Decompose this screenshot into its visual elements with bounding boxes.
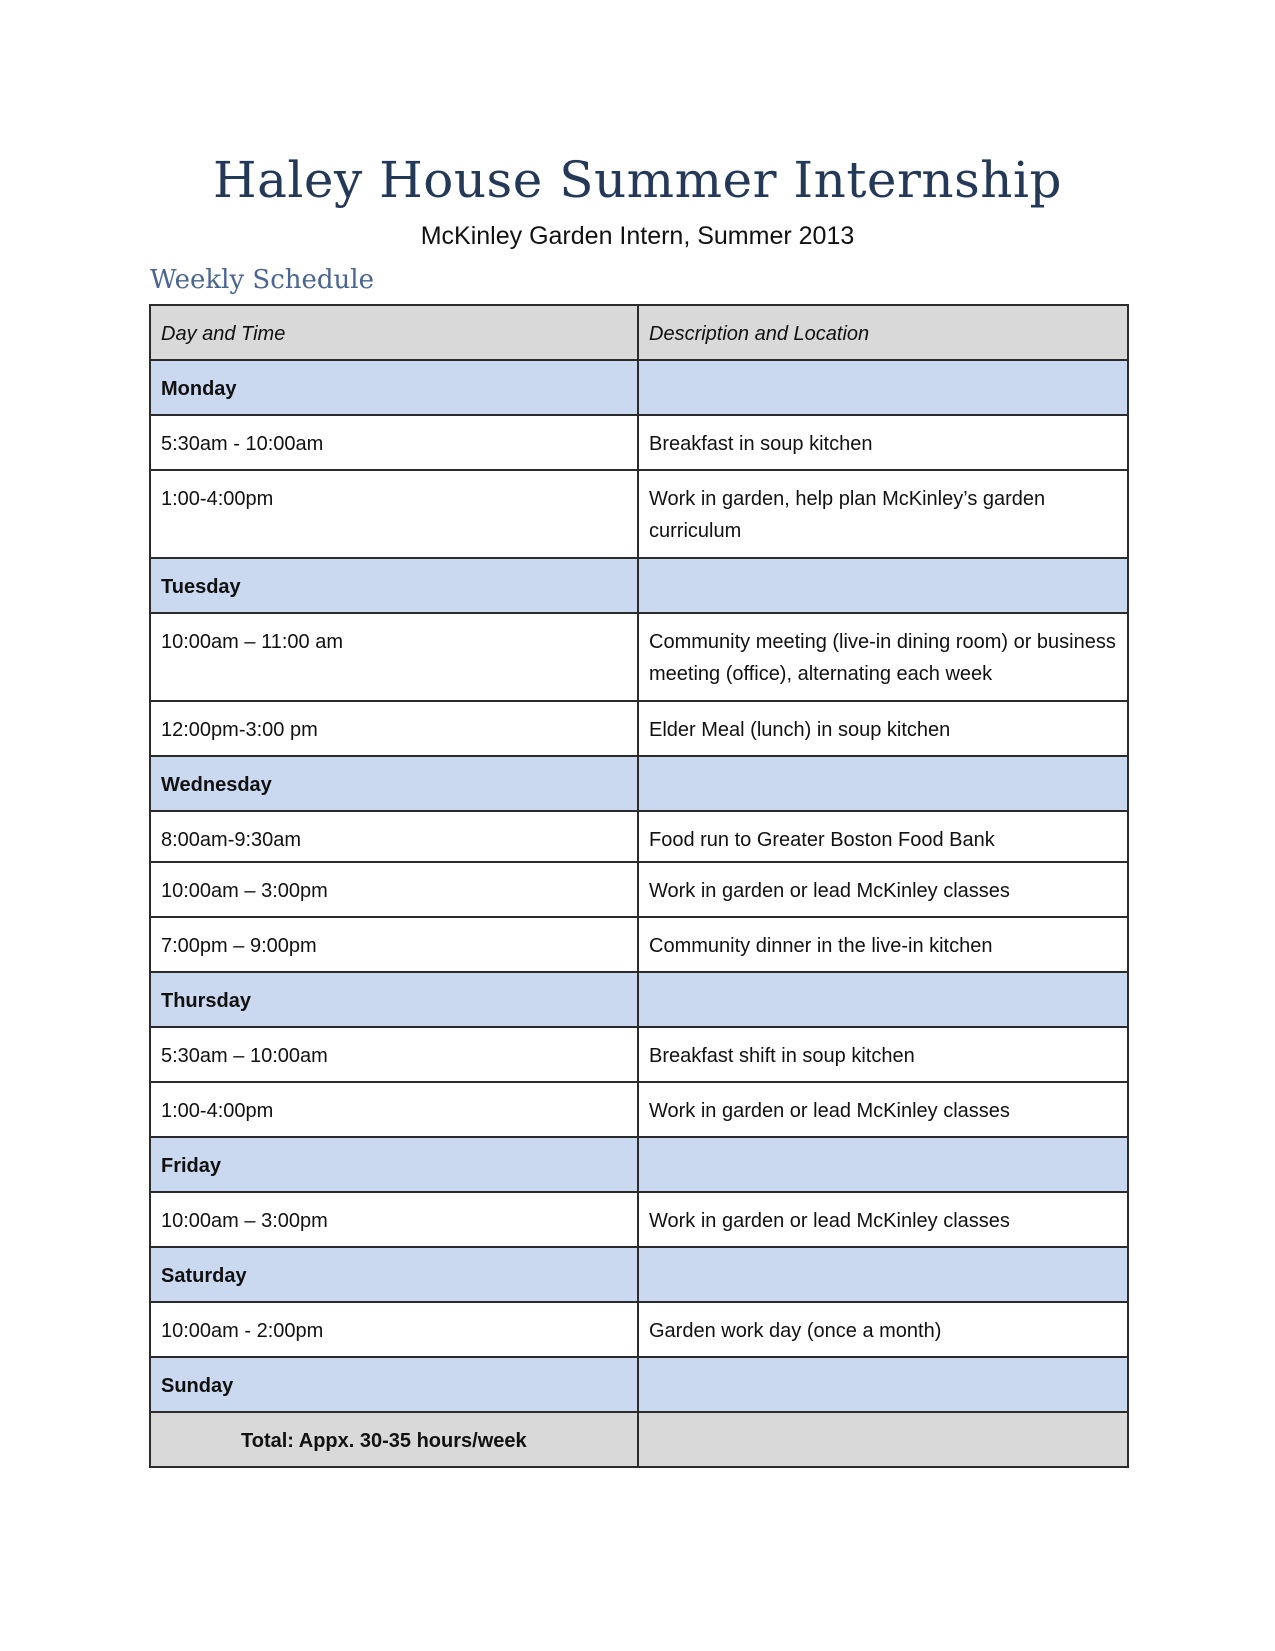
day-row-tuesday — [150, 558, 1128, 613]
time-cell: 8:00am-9:30am — [150, 811, 638, 862]
time-cell: 10:00am - 2:00pm — [150, 1302, 638, 1357]
time-cell: 5:30am - 10:00am — [150, 415, 638, 470]
column-header-description: Description and Location — [638, 305, 1128, 360]
time-cell: 10:00am – 3:00pm — [150, 862, 638, 917]
day-row-saturday — [150, 1247, 1128, 1302]
day-row-monday — [150, 360, 1128, 415]
time-cell: 10:00am – 11:00 am — [150, 613, 638, 701]
day-label: Wednesday — [150, 756, 638, 811]
total-empty-cell — [638, 1412, 1128, 1467]
time-cell: 10:00am – 3:00pm — [150, 1192, 638, 1247]
day-empty-cell — [638, 360, 1128, 415]
table-row — [150, 470, 1128, 558]
time-cell: 12:00pm-3:00 pm — [150, 701, 638, 756]
day-label: Monday — [150, 360, 638, 415]
table-row — [150, 1082, 1128, 1137]
table-row — [150, 1192, 1128, 1247]
table-row — [150, 415, 1128, 470]
time-cell: 7:00pm – 9:00pm — [150, 917, 638, 972]
schedule-table — [149, 304, 1129, 1468]
day-empty-cell — [638, 1247, 1128, 1302]
table-row — [150, 862, 1128, 917]
description-cell: Community meeting (live-in dining room) or business meeting (office), alternating each week — [638, 613, 1128, 701]
table-row — [150, 701, 1128, 756]
description-cell: Work in garden or lead McKinley classes — [638, 1192, 1128, 1247]
day-row-sunday — [150, 1357, 1128, 1412]
day-row-wednesday — [150, 756, 1128, 811]
day-label: Sunday — [150, 1357, 638, 1412]
description-cell: Community dinner in the live-in kitchen — [638, 917, 1128, 972]
table-row — [150, 917, 1128, 972]
table-row — [150, 811, 1128, 862]
time-cell: 1:00-4:00pm — [150, 1082, 638, 1137]
total-hours-label: Total: Appx. 30-35 hours/week — [150, 1412, 638, 1467]
day-row-thursday — [150, 972, 1128, 1027]
time-cell: 5:30am – 10:00am — [150, 1027, 638, 1082]
day-label: Saturday — [150, 1247, 638, 1302]
table-header-row — [150, 305, 1128, 360]
column-header-day-time: Day and Time — [150, 305, 638, 360]
description-cell: Work in garden or lead McKinley classes — [638, 862, 1128, 917]
day-empty-cell — [638, 756, 1128, 811]
table-row — [150, 1027, 1128, 1082]
day-row-friday — [150, 1137, 1128, 1192]
description-cell: Work in garden, help plan McKinley’s garden curriculum — [638, 470, 1128, 558]
description-cell: Breakfast in soup kitchen — [638, 415, 1128, 470]
section-heading: Weekly Schedule — [150, 265, 374, 295]
page-title: Haley House Summer Internship — [213, 151, 1062, 209]
day-empty-cell — [638, 1137, 1128, 1192]
description-cell: Garden work day (once a month) — [638, 1302, 1128, 1357]
time-cell: 1:00-4:00pm — [150, 470, 638, 558]
day-empty-cell — [638, 558, 1128, 613]
page-subtitle: McKinley Garden Intern, Summer 2013 — [420, 222, 855, 250]
day-empty-cell — [638, 1357, 1128, 1412]
day-empty-cell — [638, 972, 1128, 1027]
table-row — [150, 613, 1128, 701]
table-row — [150, 1302, 1128, 1357]
day-label: Tuesday — [150, 558, 638, 613]
description-cell: Elder Meal (lunch) in soup kitchen — [638, 701, 1128, 756]
description-cell: Work in garden or lead McKinley classes — [638, 1082, 1128, 1137]
description-cell: Food run to Greater Boston Food Bank — [638, 811, 1128, 862]
day-label: Friday — [150, 1137, 638, 1192]
total-row — [150, 1412, 1128, 1467]
day-label: Thursday — [150, 972, 638, 1027]
description-cell: Breakfast shift in soup kitchen — [638, 1027, 1128, 1082]
